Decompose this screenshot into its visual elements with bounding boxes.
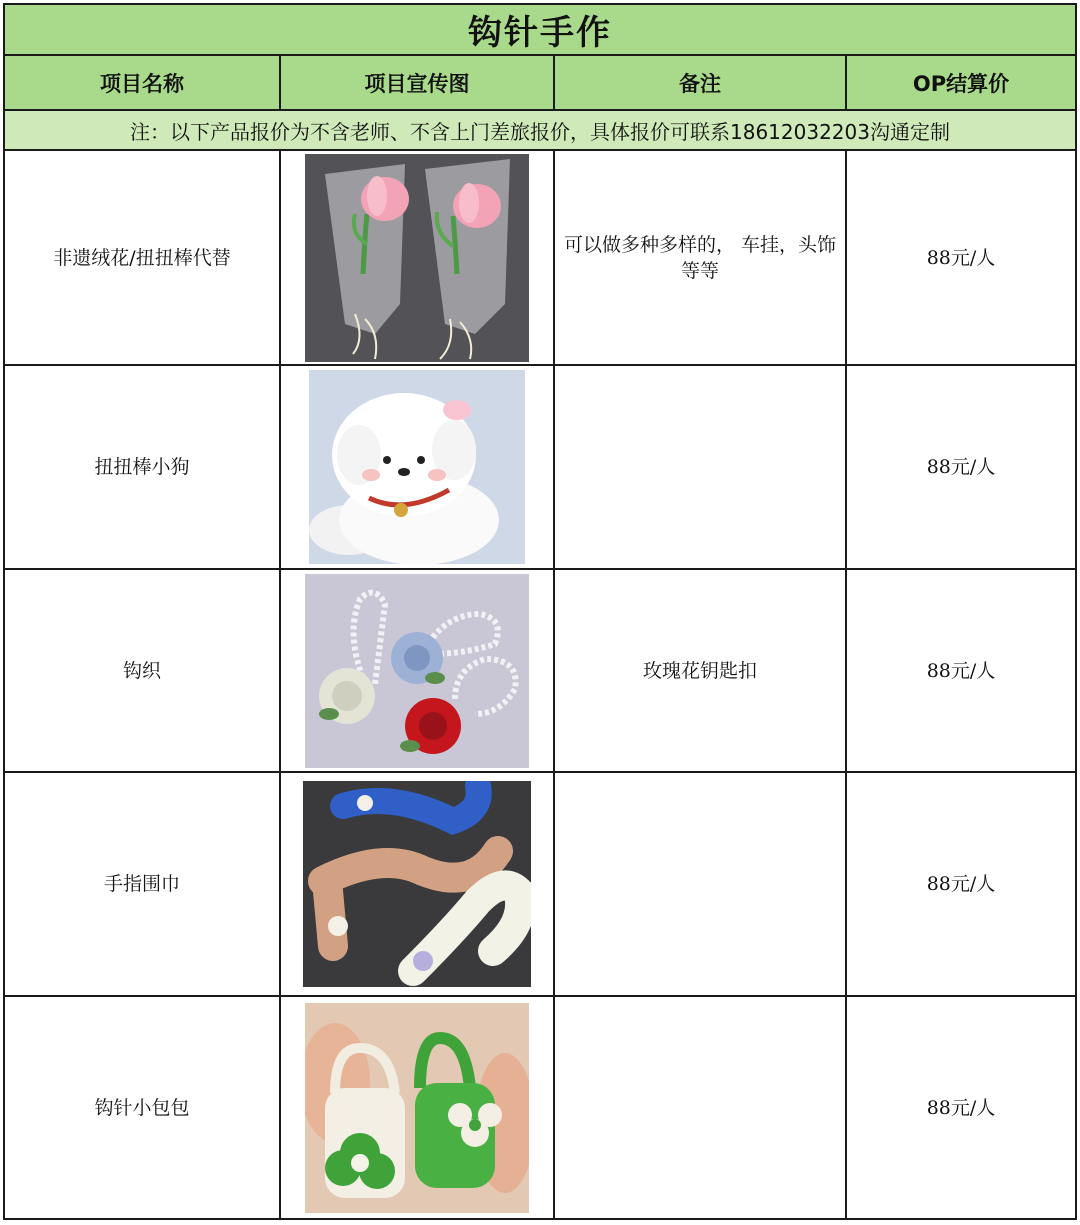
promo-image-cell (280, 569, 554, 772)
project-name-cell: 手指围巾 (4, 772, 280, 996)
remark-cell (554, 772, 846, 996)
price-cell: 88元/人 (846, 365, 1076, 569)
project-name-cell: 钩针小包包 (4, 996, 280, 1219)
table-row (4, 772, 1076, 996)
header-op-price: OP结算价 (846, 55, 1076, 110)
remark-cell (554, 365, 846, 569)
product-table (3, 3, 1077, 1220)
crochet-mini-bags-photo (305, 1003, 529, 1213)
project-name-cell: 非遗绒花/扭扭棒代替 (4, 150, 280, 365)
header-project-name: 项目名称 (4, 55, 280, 110)
header-promo-image: 项目宣传图 (280, 55, 554, 110)
table-row (4, 569, 1076, 772)
promo-image-cell (280, 150, 554, 365)
project-name-cell: 钩织 (4, 569, 280, 772)
price-cell: 88元/人 (846, 150, 1076, 365)
table-row (4, 150, 1076, 365)
remark-cell: 玫瑰花钥匙扣 (554, 569, 846, 772)
mini-knitted-scarves-photo (303, 781, 531, 987)
crochet-rose-keychains-photo (305, 574, 529, 768)
project-name-cell: 扭扭棒小狗 (4, 365, 280, 569)
remark-cell (554, 996, 846, 1219)
promo-image-cell (280, 365, 554, 569)
price-cell: 88元/人 (846, 996, 1076, 1219)
price-cell: 88元/人 (846, 772, 1076, 996)
white-plush-puppy-photo (309, 370, 525, 564)
pink-tulip-bouquet-photo (305, 154, 529, 362)
table-row (4, 996, 1076, 1219)
header-remark: 备注 (554, 55, 846, 110)
promo-image-cell (280, 772, 554, 996)
sheet-title: 钩针手作 (4, 4, 1076, 55)
price-cell: 88元/人 (846, 569, 1076, 772)
table-row (4, 365, 1076, 569)
price-note: 注：以下产品报价为不含老师、不含上门差旅报价，具体报价可联系18612032203沟通定制 (4, 110, 1076, 150)
remark-cell: 可以做多种多样的， 车挂，头饰等等 (554, 150, 846, 365)
promo-image-cell (280, 996, 554, 1219)
